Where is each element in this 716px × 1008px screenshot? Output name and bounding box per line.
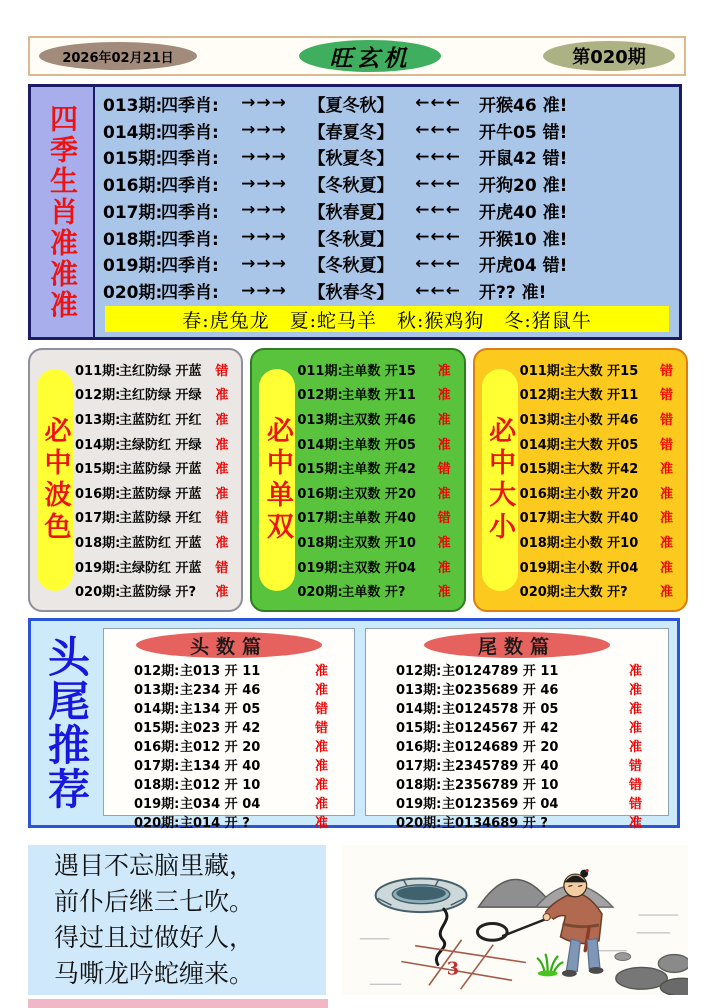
verdict-badge: 准: [628, 740, 642, 755]
period-label: 013期:: [134, 683, 180, 698]
list-item: [134, 755, 328, 774]
period-label: 020期:: [134, 816, 180, 831]
list-item: [396, 755, 642, 774]
zodiac-label: 四季肖:: [161, 229, 219, 250]
verdict-badge: 准: [215, 388, 229, 404]
verdict-badge: 错: [314, 702, 328, 717]
list-item: [297, 578, 460, 603]
list-item: [520, 578, 683, 603]
period-label: 018期:: [134, 778, 180, 793]
list-item: [134, 774, 328, 793]
prediction-text: 主蓝防绿 开?: [119, 585, 197, 601]
period-label: 012期:: [297, 388, 343, 404]
prediction-text: 主大数 开?: [563, 585, 628, 601]
verdict-badge: 准: [437, 535, 451, 551]
season-row-list: [103, 90, 675, 304]
prediction-text: 主0235689 开 46: [442, 683, 559, 698]
prediction-text: 主013 开 11: [180, 664, 261, 679]
period-label: 014期:: [519, 437, 565, 453]
head-row-list: [104, 660, 354, 835]
list-item: [396, 812, 642, 831]
prediction-text: 主023 开 42: [180, 721, 261, 736]
list-item: [520, 529, 683, 554]
verdict-badge: 错: [215, 363, 229, 379]
prediction-text: 主蓝防绿 开蓝: [119, 486, 202, 502]
prediction-text: 主大数 开05: [563, 437, 639, 453]
issue-badge: [543, 41, 675, 71]
prediction-text: 主双数 开04: [341, 560, 416, 576]
prediction-text: 主134 开 40: [180, 759, 261, 774]
period-label: 015期:: [134, 721, 180, 736]
prediction-text: 主0124789 开 11: [442, 664, 559, 679]
verdict-badge: 准: [314, 797, 328, 812]
list-item: [75, 357, 238, 382]
arrows-right-icon: →→→: [241, 227, 287, 248]
arrows-left-icon: ←←←: [415, 280, 461, 301]
panel-odd-even: [250, 348, 465, 612]
prediction-text: 主2345789 开 40: [442, 759, 559, 774]
period-label: 016期:: [519, 486, 565, 502]
prediction-text: 主单数 开?: [341, 585, 406, 601]
verdict-badge: 错: [437, 462, 451, 478]
season-pick: 【冬秋夏】: [308, 256, 394, 277]
verdict-badge: 准: [215, 585, 229, 601]
period-label: 019期:: [103, 256, 163, 277]
zodiac-label: 四季肖:: [161, 176, 219, 197]
panel-wave-color-label-text: 必中波色: [39, 416, 71, 544]
verdict-badge: 错: [628, 759, 642, 774]
verdict-badge: 准: [314, 683, 328, 698]
period-label: 011期:: [297, 363, 343, 379]
list-item: [134, 698, 328, 717]
prediction-text: 主单数 开11: [341, 388, 416, 404]
list-item: [75, 578, 238, 603]
verdict-badge: 错: [628, 797, 642, 812]
list-item: [520, 505, 683, 530]
prediction-text: 主小数 开04: [563, 560, 639, 576]
list-item: [134, 736, 328, 755]
zodiac-label: 四季肖:: [161, 256, 219, 277]
wave-color-row-list: [75, 355, 238, 605]
arrows-right-icon: →→→: [241, 253, 287, 274]
panel-big-small-label-text: 必中大小: [484, 416, 516, 544]
prediction-text: 主单数 开05: [341, 437, 416, 453]
list-item: [134, 793, 328, 812]
list-item: [134, 679, 328, 698]
season-pick: 【秋夏冬】: [308, 149, 394, 170]
prediction-text: 主2356789 开 10: [442, 778, 559, 793]
season-section-side-label: [31, 87, 95, 337]
arrows-left-icon: ←←←: [415, 227, 461, 248]
prediction-text: 主双数 开20: [341, 486, 416, 502]
page-header: [28, 36, 686, 76]
period-label: 016期:: [134, 740, 180, 755]
list-item: [297, 529, 460, 554]
zodiac-label: 四季肖:: [161, 149, 219, 170]
poem-line: 得过且过做好人，: [54, 923, 255, 952]
arrows-right-icon: →→→: [241, 93, 287, 114]
bottom-section: [28, 845, 688, 995]
list-item: [134, 717, 328, 736]
verdict-badge: 错: [314, 721, 328, 736]
period-label: 014期:: [297, 437, 343, 453]
period-label: 017期:: [396, 759, 442, 774]
date-text: 2026年02月21日: [62, 50, 174, 66]
arrows-left-icon: ←←←: [415, 173, 461, 194]
verdict-badge: 准: [314, 740, 328, 755]
list-item: [520, 406, 683, 431]
season-pick: 【秋春冬】: [308, 283, 394, 304]
period-label: 019期:: [134, 797, 180, 812]
prediction-text: 主014 开 ?: [180, 816, 250, 831]
season-result: 开虎04 错!: [479, 256, 568, 277]
arrows-left-icon: ←←←: [415, 146, 461, 167]
period-label: 018期:: [75, 535, 121, 551]
verdict-badge: 准: [437, 560, 451, 576]
list-item: [396, 679, 642, 698]
poem-line: 遇目不忘脑里藏，: [54, 851, 255, 880]
list-item: [520, 554, 683, 579]
period-label: 019期:: [519, 560, 565, 576]
prediction-text: 主034 开 04: [180, 797, 261, 812]
verdict-badge: 准: [437, 585, 451, 601]
list-item: [396, 660, 642, 679]
prediction-text: 主0124578 开 05: [442, 702, 559, 717]
list-item: [297, 455, 460, 480]
period-label: 012期:: [519, 388, 565, 404]
prediction-text: 主134 开 05: [180, 702, 261, 717]
list-item: [520, 357, 683, 382]
season-pick: 【春夏冬】: [308, 122, 394, 143]
list-item: [75, 554, 238, 579]
odd-even-row-list: [297, 355, 460, 605]
prediction-text: 主小数 开20: [563, 486, 639, 502]
prediction-text: 主双数 开46: [341, 412, 416, 428]
verdict-badge: 错: [659, 388, 673, 404]
panel-odd-even-label: [259, 369, 295, 591]
prediction-text: 主234 开 46: [180, 683, 261, 698]
prediction-text: 主双数 开10: [341, 535, 416, 551]
poem-panel: [28, 845, 326, 995]
period-label: 014期:: [396, 702, 442, 717]
prediction-text: 主0123569 开 04: [442, 797, 559, 812]
zodiac-label: 四季肖:: [161, 283, 219, 304]
season-row: [103, 90, 675, 117]
verdict-badge: 错: [659, 412, 673, 428]
page-title-text: 旺玄机: [329, 44, 411, 72]
season-legend-bar: 春:虎兔龙 夏:蛇马羊 秋:猴鸡狗 冬:猪鼠牛: [105, 306, 669, 332]
verdict-badge: 准: [659, 462, 673, 478]
arrows-left-icon: ←←←: [415, 120, 461, 141]
period-label: 013期:: [396, 683, 442, 698]
verdict-badge: 准: [628, 702, 642, 717]
poem-line: 前仆后继三七吹。: [54, 887, 255, 916]
period-label: 015期:: [103, 149, 163, 170]
period-label: 018期:: [103, 229, 163, 250]
period-label: 016期:: [103, 176, 163, 197]
verdict-badge: 错: [215, 560, 229, 576]
verdict-badge: 错: [437, 511, 451, 527]
arrows-left-icon: ←←←: [415, 200, 461, 221]
verdict-badge: 错: [659, 437, 673, 453]
prediction-text: 主单数 开15: [341, 363, 416, 379]
list-item: [396, 698, 642, 717]
sand-drawing-illustration: [342, 845, 688, 995]
period-label: 014期:: [134, 702, 180, 717]
verdict-badge: 准: [215, 437, 229, 453]
head-tail-panels: [101, 621, 677, 831]
period-label: 012期:: [396, 664, 442, 679]
verdict-badge: 准: [215, 535, 229, 551]
prediction-text: 主012 开 10: [180, 778, 261, 793]
verdict-badge: 准: [437, 363, 451, 379]
prediction-text: 主0124689 开 20: [442, 740, 559, 755]
period-label: 015期:: [75, 462, 121, 478]
prediction-text: 主蓝防红 开红: [119, 412, 202, 428]
head-tail-side-label: [31, 621, 101, 825]
period-label: 017期:: [134, 759, 180, 774]
prediction-text: 主小数 开10: [563, 535, 639, 551]
season-row: [103, 117, 675, 144]
list-item: [75, 505, 238, 530]
season-side-label-text: 四季生肖准准准: [46, 103, 79, 321]
period-label: 014期:: [75, 437, 121, 453]
arrows-right-icon: →→→: [241, 280, 287, 301]
period-label: 020期:: [519, 585, 565, 601]
season-result: 开?? 准!: [479, 283, 547, 304]
prediction-text: 主绿防红 开绿: [119, 437, 202, 453]
list-item: [75, 529, 238, 554]
list-item: [396, 774, 642, 793]
head-number-panel: [103, 628, 355, 831]
bottom-divider: [28, 999, 328, 1008]
period-label: 011期:: [519, 363, 565, 379]
period-label: 015期:: [519, 462, 565, 478]
arrows-right-icon: →→→: [241, 200, 287, 221]
zodiac-label: 四季肖:: [161, 95, 219, 116]
big-small-row-list: [520, 355, 683, 605]
grid-number: 3: [446, 958, 460, 980]
arrows-right-icon: →→→: [241, 120, 287, 141]
verdict-badge: 准: [628, 664, 642, 679]
verdict-badge: 准: [215, 412, 229, 428]
head-panel-title: 头数篇: [136, 632, 322, 658]
arrows-left-icon: ←←←: [415, 253, 461, 274]
period-label: 018期:: [396, 778, 442, 793]
verdict-badge: 准: [659, 560, 673, 576]
list-item: [520, 480, 683, 505]
zodiac-label: 四季肖:: [161, 202, 219, 223]
list-item: [396, 736, 642, 755]
arrows-left-icon: ←←←: [415, 93, 461, 114]
season-pick: 【夏冬秋】: [308, 95, 394, 116]
prediction-text: 主0134689 开 ?: [442, 816, 548, 831]
list-item: [75, 480, 238, 505]
illustration-svg: [342, 845, 688, 995]
period-label: 012期:: [75, 388, 121, 404]
verdict-badge: 准: [659, 585, 673, 601]
panel-odd-even-label-text: 必中单双: [261, 416, 293, 544]
prediction-text: 主绿防红 开蓝: [119, 560, 202, 576]
arrows-right-icon: →→→: [241, 146, 287, 167]
panel-big-small: [473, 348, 688, 612]
period-label: 013期:: [519, 412, 565, 428]
head-tail-section: [28, 618, 680, 831]
list-item: [75, 455, 238, 480]
verdict-badge: 准: [628, 816, 642, 831]
verdict-badge: 准: [659, 486, 673, 502]
list-item: [134, 812, 328, 831]
panel-wave-color: [28, 348, 243, 612]
list-item: [396, 793, 642, 812]
prediction-text: 主大数 开11: [563, 388, 639, 404]
list-item: [75, 431, 238, 456]
season-row: [103, 224, 675, 251]
prediction-text: 主0124567 开 42: [442, 721, 559, 736]
season-row: [103, 277, 675, 304]
prediction-text: 主蓝防绿 开红: [119, 511, 202, 527]
prediction-panels: [28, 348, 688, 612]
list-item: [134, 660, 328, 679]
poem-line: 马嘶龙吟蛇缠来。: [54, 959, 255, 988]
tail-row-list: [366, 660, 668, 835]
period-label: 020期:: [396, 816, 442, 831]
period-label: 017期:: [519, 511, 565, 527]
verdict-badge: 错: [215, 511, 229, 527]
list-item: [297, 505, 460, 530]
list-item: [396, 717, 642, 736]
season-pick: 【秋春夏】: [308, 202, 394, 223]
prediction-text: 主012 开 20: [180, 740, 261, 755]
panel-big-small-label: [482, 369, 518, 591]
verdict-badge: 准: [628, 683, 642, 698]
prediction-text: 主小数 开46: [563, 412, 639, 428]
list-item: [297, 382, 460, 407]
period-label: 019期:: [75, 560, 121, 576]
prediction-text: 主蓝防绿 开蓝: [119, 462, 202, 478]
verdict-badge: 准: [437, 486, 451, 502]
period-label: 015期:: [297, 462, 343, 478]
period-label: 019期:: [297, 560, 343, 576]
verdict-badge: 准: [314, 816, 328, 831]
period-label: 020期:: [103, 283, 163, 304]
season-zodiac-section: [28, 84, 682, 340]
zodiac-label: 四季肖:: [161, 122, 219, 143]
prediction-text: 主大数 开42: [563, 462, 639, 478]
prediction-text: 主单数 开42: [341, 462, 416, 478]
arrows-right-icon: →→→: [241, 173, 287, 194]
list-item: [520, 382, 683, 407]
panel-wave-color-label: [37, 369, 73, 591]
period-label: 018期:: [297, 535, 343, 551]
period-label: 014期:: [103, 122, 163, 143]
verdict-badge: 准: [437, 437, 451, 453]
verdict-badge: 错: [659, 363, 673, 379]
verdict-badge: 准: [215, 486, 229, 502]
period-label: 016期:: [396, 740, 442, 755]
list-item: [297, 406, 460, 431]
period-label: 012期:: [134, 664, 180, 679]
prediction-text: 主大数 开40: [563, 511, 639, 527]
issue-text: 第020期: [572, 47, 646, 68]
list-item: [297, 554, 460, 579]
period-label: 017期:: [297, 511, 343, 527]
season-rows-area: [95, 87, 679, 337]
period-label: 013期:: [75, 412, 121, 428]
prediction-text: 主大数 开15: [563, 363, 639, 379]
season-row: [103, 170, 675, 197]
period-label: 016期:: [297, 486, 343, 502]
prediction-text: 主红防绿 开蓝: [119, 363, 202, 379]
season-result: 开牛05 错!: [479, 122, 568, 143]
verdict-badge: 准: [314, 664, 328, 679]
period-label: 017期:: [103, 202, 163, 223]
list-item: [520, 455, 683, 480]
list-item: [297, 357, 460, 382]
verdict-badge: 准: [314, 759, 328, 774]
period-label: 016期:: [75, 486, 121, 502]
prediction-text: 主蓝防红 开蓝: [119, 535, 202, 551]
date-badge: [39, 42, 197, 70]
season-result: 开猴10 准!: [479, 229, 568, 250]
head-tail-side-label-text: 头尾推荐: [42, 635, 91, 811]
season-pick: 【冬秋夏】: [308, 176, 394, 197]
period-label: 017期:: [75, 511, 121, 527]
period-label: 018期:: [519, 535, 565, 551]
season-result: 开鼠42 错!: [479, 149, 568, 170]
verdict-badge: 准: [628, 721, 642, 736]
list-item: [520, 431, 683, 456]
verdict-badge: 错: [628, 778, 642, 793]
season-row: [103, 144, 675, 171]
period-label: 020期:: [75, 585, 121, 601]
verdict-badge: 准: [659, 535, 673, 551]
season-result: 开虎40 准!: [479, 202, 568, 223]
verdict-badge: 准: [659, 511, 673, 527]
list-item: [75, 382, 238, 407]
period-label: 015期:: [396, 721, 442, 736]
period-label: 011期:: [75, 363, 121, 379]
season-result: 开猴46 准!: [479, 95, 568, 116]
period-label: 013期:: [103, 95, 163, 116]
season-pick: 【冬秋夏】: [308, 229, 394, 250]
list-item: [75, 406, 238, 431]
well-icon: [376, 878, 467, 912]
verdict-badge: 准: [437, 388, 451, 404]
season-row: [103, 251, 675, 278]
tail-panel-title: 尾数篇: [424, 632, 610, 658]
list-item: [297, 431, 460, 456]
verdict-badge: 准: [437, 412, 451, 428]
season-row: [103, 197, 675, 224]
tail-number-panel: [365, 628, 669, 831]
prediction-text: 主红防绿 开绿: [119, 388, 202, 404]
prediction-text: 主单数 开40: [341, 511, 416, 527]
season-result: 开狗20 准!: [479, 176, 568, 197]
period-label: 020期:: [297, 585, 343, 601]
period-label: 013期:: [297, 412, 343, 428]
list-item: [297, 480, 460, 505]
verdict-badge: 准: [215, 462, 229, 478]
page-title: [299, 40, 441, 72]
period-label: 019期:: [396, 797, 442, 812]
verdict-badge: 准: [314, 778, 328, 793]
